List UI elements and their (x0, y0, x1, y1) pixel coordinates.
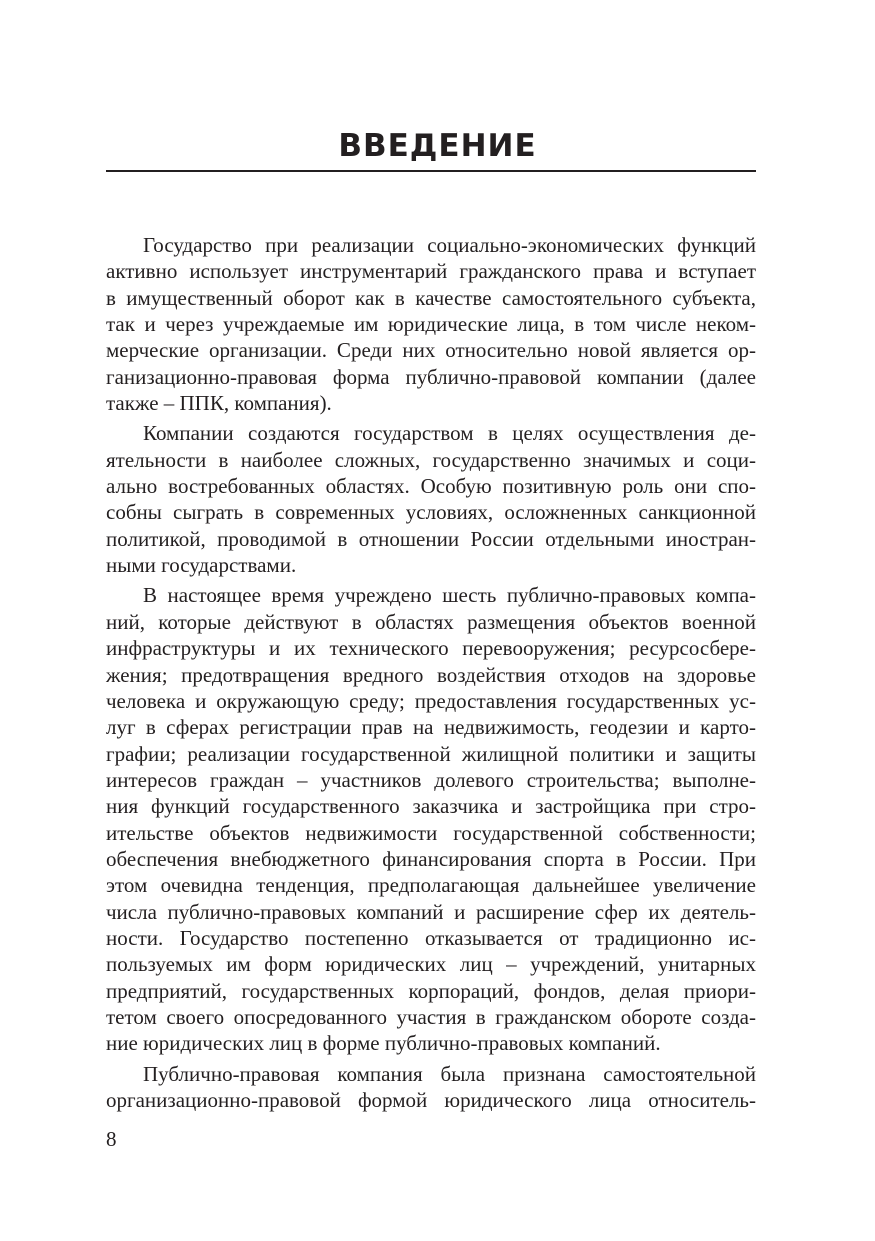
text-line: обеспечения внебюджетного финансирования спорта в России. При (106, 846, 756, 871)
text-line: Публично-правовая компания была признана самостоятельной (143, 1061, 756, 1086)
text-line: мерческие организации. Среди них относительно новой является ор- (106, 338, 756, 363)
text-line: предприятий, государственных корпораций, фондов, делая приори- (106, 978, 756, 1003)
text-line: этом очевидна тенденция, предполагающая дальнейшее увеличение (106, 873, 756, 898)
text-line: организационно-правовой формой юридического лица относитель- (106, 1088, 756, 1112)
text-line: луг в сферах регистрации прав на недвижимость, геодезии и карто- (106, 715, 756, 740)
text-line: Компании создаются государством в целях осуществления де- (143, 421, 756, 446)
text-line: ний, которые действуют в областях размещения объектов военной (106, 609, 756, 634)
chapter-heading: ВВЕДЕНИЕ (338, 128, 537, 164)
text-line: инфраструктуры и их технического перевооружения; ресурсосбере- (106, 636, 756, 661)
text-line: ния функций государственного заказчика и застройщика при стро- (106, 794, 756, 819)
text-line: ганизационно-правовая форма публично-правовой компании (далее (106, 364, 756, 389)
text-line: числа публично-правовых компаний и расширение сфер их деятель- (106, 899, 756, 924)
text-line: ние юридических лиц в форме публично-правовых компаний. (106, 1031, 661, 1056)
text-line: собны сыграть в современных условиях, осложненных санкционной (106, 500, 756, 525)
text-line: в имущественный оборот как в качестве самостоятельного субъекта, (106, 285, 756, 310)
text-line: ности. Государство постепенно отказывается от традиционно ис- (106, 925, 756, 950)
text-line: В настоящее время учреждено шесть публично-правовых компа- (143, 583, 756, 608)
text-line: так и через учреждаемые им юридические лица, в том числе неком- (106, 312, 756, 337)
paragraph-4 (106, 1061, 756, 1114)
text-line: жения; предотвращения вредного воздействия отходов на здоровье (106, 662, 756, 687)
text-line: тетом своего опосредованного участия в гражданском обороте созда- (106, 1004, 756, 1029)
page-number: 8 (106, 1127, 117, 1151)
body-text (106, 232, 756, 1117)
text-line: ятельности в наиболее сложных, государственно значимых и соци- (106, 447, 756, 472)
text-line: также – ППК, компания). (106, 391, 332, 416)
text-line: пользуемых им форм юридических лиц – учреждений, унитарных (106, 952, 756, 977)
text-line: ными государствами. (106, 553, 297, 578)
text-line: активно использует инструментарий гражданского права и вступает (106, 259, 756, 284)
paragraph-1 (106, 232, 756, 416)
paragraph-3 (106, 582, 756, 1056)
text-line: интересов граждан – участников долевого строительства; выполне- (106, 767, 756, 792)
text-line: ально востребованных областях. Особую позитивную роль они спо- (106, 474, 756, 499)
text-line: Государство при реализации социально-экономических функций (143, 233, 756, 257)
text-line: человека и окружающую среду; предоставления государственных ус- (106, 688, 756, 713)
text-line: политикой, проводимой в отношении России отдельными иностран- (106, 526, 756, 551)
heading-underline (106, 170, 756, 172)
text-line: ительстве объектов недвижимости государственной собственности; (106, 820, 756, 845)
text-line: графии; реализации государственной жилищной политики и защиты (106, 741, 756, 766)
paragraph-2 (106, 420, 756, 578)
